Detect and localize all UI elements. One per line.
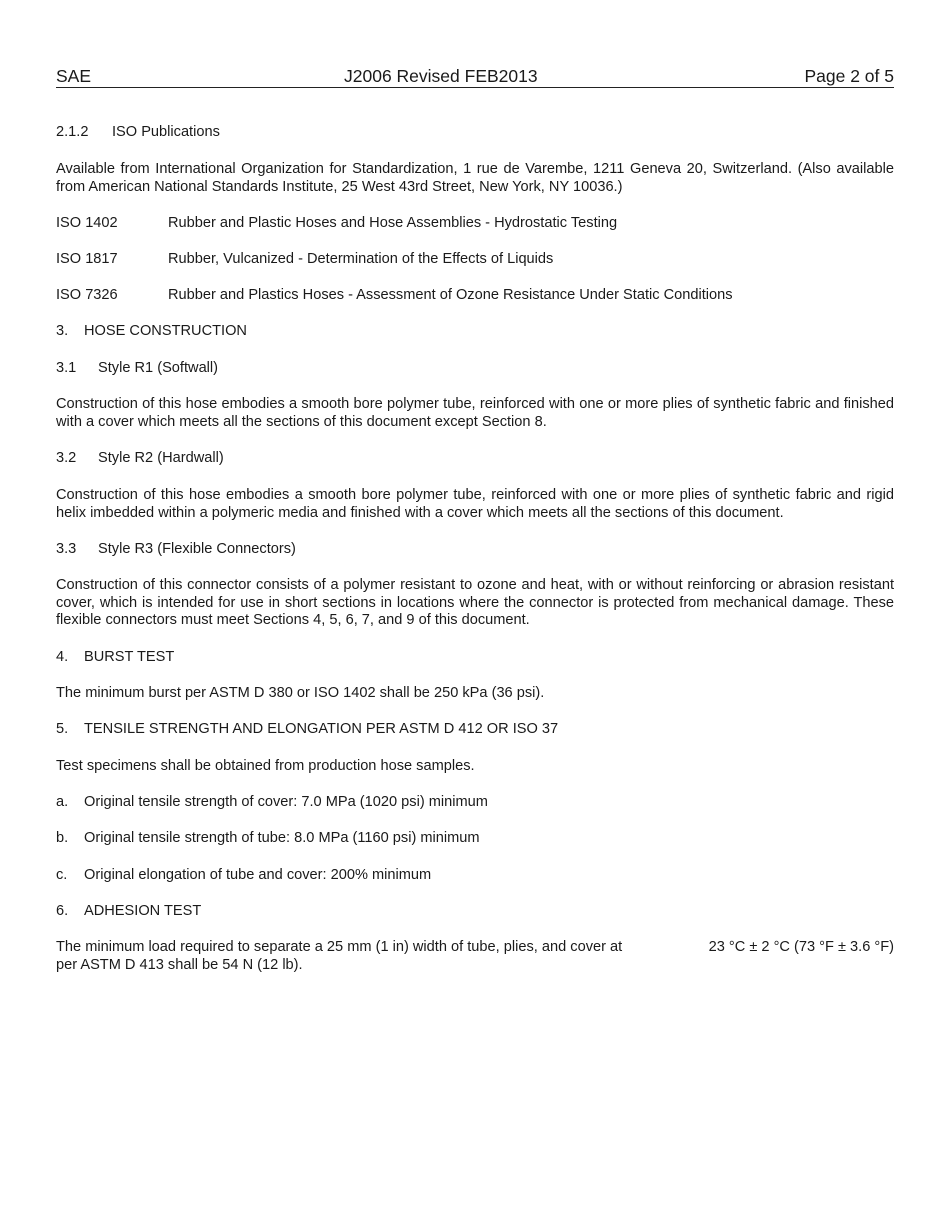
heading-3-2 — [56, 450, 894, 468]
paragraph-6-line1-start: The minimum load required to separate a 25 mm (1 in) width of tube, plies, and cover at — [56, 939, 623, 955]
heading-number: 2.1.2 — [56, 124, 89, 140]
list-item-a — [56, 794, 894, 812]
heading-title: Style R2 (Hardwall) — [98, 450, 224, 466]
list-marker: a. — [56, 794, 69, 810]
list-text: Original elongation of tube and cover: 200% minimum — [84, 867, 432, 883]
heading-title: BURST TEST — [84, 649, 175, 665]
list-text: Original tensile strength of cover: 7.0 MPa (1020 psi) minimum — [84, 794, 488, 810]
heading-title: HOSE CONSTRUCTION — [84, 323, 247, 339]
heading-number: 5. — [56, 721, 69, 737]
heading-3-1 — [56, 360, 894, 378]
heading-title: ADHESION TEST — [84, 903, 202, 919]
heading-6 — [56, 903, 894, 921]
heading-title: ISO Publications — [112, 124, 220, 140]
heading-3-3 — [56, 541, 894, 559]
list-item-b — [56, 830, 894, 848]
heading-title: Style R1 (Softwall) — [98, 360, 219, 376]
reference-title: Rubber and Plastic Hoses and Hose Assemblies - Hydrostatic Testing — [168, 215, 618, 231]
heading-number: 3.3 — [56, 541, 77, 557]
heading-2-1-2 — [56, 124, 894, 142]
heading-title: TENSILE STRENGTH AND ELONGATION PER ASTM D 412 OR ISO 37 — [84, 721, 559, 737]
heading-number: 3.2 — [56, 450, 77, 466]
list-text: Original tensile strength of tube: 8.0 MPa (1160 psi) minimum — [84, 830, 480, 846]
list-item-c — [56, 867, 894, 885]
paragraph-3-3: Construction of this connector consists of a polymer resistant to ozone and heat, with or without reinforcing or abrasion resistant cover, which is intended for use in short sections in locations where the connector is protected from mechanical damage. These flexible connectors must meet Sections 4, 5, 6, 7, and 9 of this document. — [56, 577, 894, 628]
paragraph-6-line2: per ASTM D 413 shall be 54 N (12 lb). — [56, 956, 303, 973]
reference-code: ISO 1817 — [56, 251, 118, 267]
paragraph-4: The minimum burst per ASTM D 380 or ISO 1402 shall be 250 kPa (36 psi). — [56, 685, 545, 701]
document-page — [56, 66, 894, 973]
heading-title: Style R3 (Flexible Connectors) — [98, 541, 296, 557]
list-marker: b. — [56, 830, 69, 846]
heading-number: 3.1 — [56, 360, 77, 376]
paragraph-5: Test specimens shall be obtained from production hose samples. — [56, 758, 475, 774]
reference-title: Rubber and Plastics Hoses - Assessment of Ozone Resistance Under Static Conditions — [168, 287, 733, 303]
heading-3 — [56, 323, 894, 341]
header-doc-id: J2006 Revised FEB2013 — [344, 66, 538, 86]
heading-number: 3. — [56, 323, 69, 339]
heading-5 — [56, 721, 894, 739]
reference-code: ISO 1402 — [56, 215, 118, 231]
list-marker: c. — [56, 867, 68, 883]
heading-number: 6. — [56, 903, 69, 919]
paragraph-3-1: Construction of this hose embodies a smooth bore polymer tube, reinforced with one or more plies of synthetic fabric and finished with a cover which meets all the sections of this document except Section 8. — [56, 396, 894, 430]
paragraph-6-line1-temperature: 23 °C ± 2 °C (73 °F ± 3.6 °F) — [708, 939, 894, 955]
header-page-number: Page 2 of 5 — [804, 66, 894, 86]
heading-4 — [56, 649, 894, 667]
page-header — [56, 66, 894, 88]
paragraph-3-2: Construction of this hose embodies a smooth bore polymer tube, reinforced with one or more plies of synthetic fabric and rigid helix imbedded within a polymeric media and finished with a cover which meets all the sections of this document. — [56, 487, 894, 521]
reference-code: ISO 7326 — [56, 287, 118, 303]
reference-title: Rubber, Vulcanized - Determination of the Effects of Liquids — [168, 251, 554, 267]
paragraph-6 — [56, 939, 894, 974]
header-org: SAE — [56, 66, 92, 86]
heading-number: 4. — [56, 649, 69, 665]
iso-availability-paragraph: Available from International Organization for Standardization, 1 rue de Varembe, 1211 Geneva 20, Switzerland. (Also available from American National Standards Institute, 25 West 43rd Street, New York, NY 10036.) — [56, 161, 894, 195]
